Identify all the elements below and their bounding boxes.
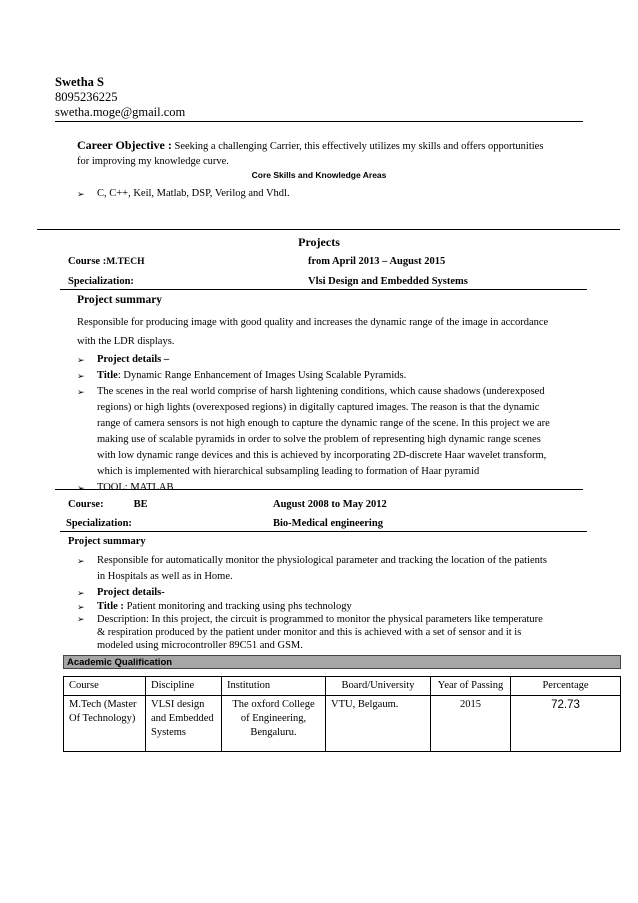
list-item: ➢ TOOL: MATLAB xyxy=(77,480,563,496)
bullet-arrow-icon: ➢ xyxy=(77,387,85,397)
list-item: ➢ Project details- xyxy=(77,585,563,601)
phone-number: 8095236225 xyxy=(55,90,118,104)
academic-table xyxy=(63,676,621,752)
mtech-summary-text-2: with the LDR displays. xyxy=(77,336,175,347)
skills-list xyxy=(77,186,567,202)
table-row xyxy=(64,696,621,752)
bullet-arrow-icon: ➢ xyxy=(77,189,85,199)
cell-institution: The oxford College of Engineering, Bengaluru. xyxy=(222,696,326,752)
list-item: ➢ Description: In this project, the circuit is programmed to monitor the physical parameters like temperature & respiration produced by the patient under monitor and this is achieved with a set of sensor and it is modeled using microcontroller 89C51 and GSM. xyxy=(77,614,543,651)
list-item: ➢ The scenes in the real world comprise of harsh lightening conditions, which cause shadows (underexposed regions) or high lights (overexposed regions) in digitally captured images. The reason is that the dynamic range of camera sensors is not high enough to capture the dynamic range of the scene. In this project we are making use of scalable pyramids in order to solve the problem of representing high dynamic range scenes with low dynamic range devices and this is achieved by incorporating 2D-discrete Haar wavelet transform, which is implemented with hierarchical subsampling leading to formation of Haar pyramid xyxy=(77,386,550,477)
contact-header xyxy=(55,75,185,120)
header-discipline: Discipline xyxy=(146,677,222,696)
mtech-summary-text: Responsible for producing image with good quality and increases the dynamic range of the image in accordance xyxy=(77,317,549,328)
header-percentage: Percentage xyxy=(511,677,621,696)
candidate-name: Swetha S xyxy=(55,75,104,89)
mtech-course: Course :M.TECH xyxy=(68,256,145,267)
career-objective-text-2: for improving my knowledge curve. xyxy=(77,156,229,167)
be-top-rule xyxy=(55,489,583,490)
mtech-rule xyxy=(60,289,587,290)
header-institution: Institution xyxy=(222,677,326,696)
bullet-arrow-icon: ➢ xyxy=(77,614,85,624)
be-course: Course: BE xyxy=(68,499,148,510)
projects-top-rule xyxy=(37,229,620,230)
bullet-arrow-icon: ➢ xyxy=(77,602,85,612)
academic-qualification-heading: Academic Qualification xyxy=(63,655,621,669)
be-dates: August 2008 to May 2012 xyxy=(273,499,387,510)
mtech-dates: from April 2013 – August 2015 xyxy=(308,256,446,267)
skills-title: Core Skills and Knowledge Areas xyxy=(251,170,387,180)
be-spec-label: Specialization: xyxy=(66,518,132,529)
projects-title: Projects xyxy=(298,235,340,249)
cell-year: 2015 xyxy=(431,696,511,752)
mtech-summary-title: Project summary xyxy=(77,294,163,306)
cell-course: M.Tech (Master Of Technology) xyxy=(64,696,146,752)
mtech-details-list xyxy=(77,352,563,496)
bullet-arrow-icon: ➢ xyxy=(77,371,85,381)
bullet-arrow-icon: ➢ xyxy=(77,588,85,598)
bullet-arrow-icon: ➢ xyxy=(77,483,85,493)
career-objective-text: Seeking a challenging Carrier, this effectively utilizes my skills and offers opportunities xyxy=(174,141,544,152)
mtech-spec-value: Vlsi Design and Embedded Systems xyxy=(308,276,468,287)
list-item: ➢ Project details – xyxy=(77,352,563,368)
list-item: ➢ Title: Dynamic Range Enhancement of Images Using Scalable Pyramids. xyxy=(77,368,563,384)
cell-percentage: 72.73 xyxy=(511,696,621,752)
header-board: Board/University xyxy=(326,677,431,696)
header-course: Course xyxy=(64,677,146,696)
be-rule xyxy=(60,531,587,532)
list-item: ➢ Responsible for automatically monitor the physiological parameter and tracking the location of the patients in Hospitals as well as in Home. xyxy=(77,555,547,582)
list-item: ➢ Title : Patient monitoring and tracking using phs technology xyxy=(77,601,352,612)
mtech-spec-label: Specialization: xyxy=(68,276,134,287)
header-rule xyxy=(55,121,583,122)
career-objective-label: Career Objective : xyxy=(77,138,172,152)
bullet-arrow-icon: ➢ xyxy=(77,355,85,365)
list-item: ➢ C, C++, Keil, Matlab, DSP, Verilog and Vhdl. xyxy=(77,186,567,202)
bullet-arrow-icon: ➢ xyxy=(77,556,85,566)
cell-board: VTU, Belgaum. xyxy=(326,696,431,752)
be-details-list xyxy=(77,553,563,652)
table-header-row xyxy=(64,677,621,696)
cell-discipline: VLSI design and Embedded Systems xyxy=(146,696,222,752)
be-spec-value: Bio-Medical engineering xyxy=(273,518,383,529)
header-year: Year of Passing xyxy=(431,677,511,696)
email-address: swetha.moge@gmail.com xyxy=(55,105,186,119)
be-summary-title: Project summary xyxy=(68,536,146,547)
